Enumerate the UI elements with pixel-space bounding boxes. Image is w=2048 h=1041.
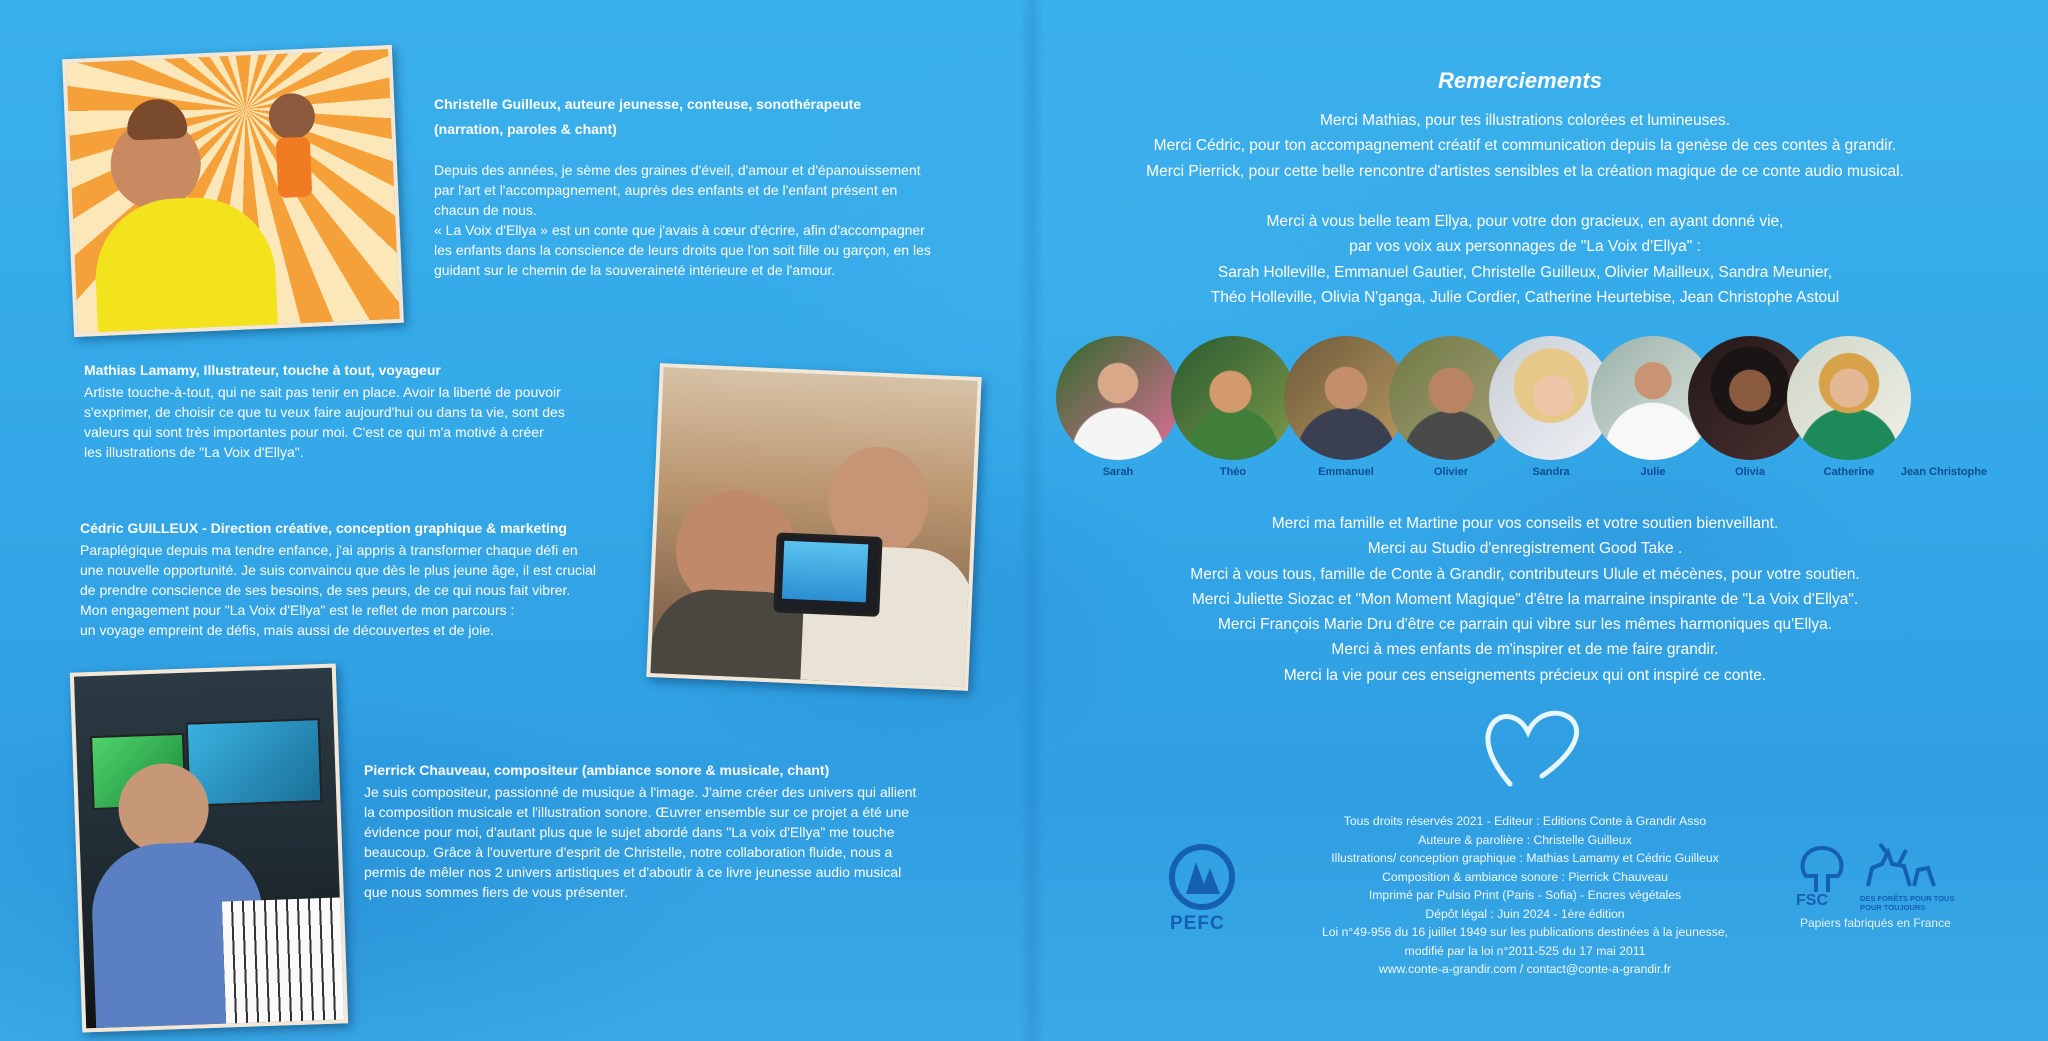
pierrick-heading: Pierrick Chauveau, compositeur (ambiance sonore & musicale, chant) xyxy=(364,762,830,778)
credit-line: modifié par la loi n°2011-525 du 17 mai 2011 xyxy=(1404,943,1646,958)
mathias-blurb xyxy=(84,360,624,462)
fsc-tree-icon xyxy=(1792,842,1852,894)
voice-actors-row xyxy=(1056,336,2006,486)
credits xyxy=(1270,812,1780,979)
heart-icon xyxy=(1480,706,1584,796)
voice-actor-name: Emmanuel xyxy=(1318,466,1374,478)
thanks-line: par vos voix aux personnages de "La Voix d'Ellya" : xyxy=(1349,238,1701,256)
thanks-line: Merci la vie pour ces enseignements précieux qui ont inspiré ce conte. xyxy=(1283,666,1767,684)
thanks-title: Remerciements xyxy=(1438,68,1602,93)
thanks-line: Merci François Marie Dru d'être ce parrain qui vibre sur les mêmes harmoniques qu'Ellya. xyxy=(1217,616,1833,634)
christelle-body: Depuis des années, je sème des graines d'éveil, d'amour et d'épanouissement par l'art et l'accompagnement, auprès des enfants et de l'enfant présent en chacun de nous. « La Voix d'Ellya » est un conte que j'avais à cœur d'écrire, afin d'accompagner les enfants dans la conscience de leurs droits que l'on soit fille ou garçon, en les guidant sur le chemin de la souveraineté intérieure et de l'amour. xyxy=(434,162,931,278)
mathias-cedric-photo xyxy=(646,363,981,691)
christelle-heading: Christelle Guilleux, auteure jeunesse, conteuse, sonothérapeute (narration, paroles & chant) xyxy=(434,96,862,137)
credit-line: Imprimé par Pulsio Print (Paris - Sofia) - Encres végétales xyxy=(1368,888,1682,902)
fsc-tagline: DES FORÊTS POUR TOUS POUR TOUJOURS xyxy=(1860,894,1955,912)
voice-actor-name: Sandra xyxy=(1532,466,1570,478)
avatar xyxy=(1171,336,1295,460)
voice-actor-name: Sarah xyxy=(1102,466,1134,478)
voice-actor-name: Jean Christophe xyxy=(1900,466,1988,478)
voice-actor-name: Catherine xyxy=(1823,466,1875,478)
cedric-heading: Cédric GUILLEUX - Direction créative, conception graphique & marketing xyxy=(80,520,567,536)
voice-actor-name: Olivia xyxy=(1735,466,1765,478)
pefc-tree-icon xyxy=(1166,844,1238,910)
thanks-line: Merci à mes enfants de m'inspirer et de me faire grandir. xyxy=(1331,641,1719,659)
avatar xyxy=(1882,336,2006,460)
mathias-body: Artiste touche-à-tout, qui ne sait pas tenir en place. Avoir la liberté de pouvoir s'exprimer, de choisir ce que tu veux faire aujourd'hui ou dans ta vie, sont des valeurs qui sont très importantes pour moi. C'est ce qui m'a motivé à créer les illustrations de "La Voix d'Ellya". xyxy=(84,384,565,460)
paper-note: Papiers fabriqués en France xyxy=(1800,916,1951,930)
credit-line: Illustrations/ conception graphique : Mathias Lamamy et Cédric Guilleux xyxy=(1331,851,1719,865)
thanks-line: Merci ma famille et Martine pour vos conseils et votre soutien bienveillant. xyxy=(1271,515,1779,532)
pierrick-body: Je suis compositeur, passionné de musique à l'image. J'aime créer des univers qui allient la composition musicale et l'illustration sonore. Œuvrer ensemble sur ce projet a été une évidence pour moi, d'autant plus que le sujet abordé dans "La voix d'Ellya" me touche beaucoup. Grâce à l'ouverture d'esprit de Christelle, notre collaboration fluide, nous a permis de mêler nos 2 univers artistiques et d'aboutir à ce livre jeunesse audio musical que nous sommes fiers de vous présenter. xyxy=(364,784,917,900)
thanks-line: Merci à vous tous, famille de Conte à Grandir, contributeurs Ulule et mécènes, pour votre soutien. xyxy=(1190,565,1860,583)
avatar xyxy=(1056,336,1180,460)
christelle-blurb xyxy=(434,92,954,280)
credit-line: Composition & ambiance sonore : Pierrick Chauveau xyxy=(1382,869,1668,884)
cedric-body: Paraplégique depuis ma tendre enfance, j'ai appris à transformer chaque défi en une nouvelle opportunité. Je suis convaincu que dès le plus jeune âge, il est crucial de prendre conscience de ses besoins, de ses peurs, de ce qui nous fait vibrer. Mon engagement pour "La Voix d'Ellya" est le reflet de mon parcours : un voyage empreint de défis, mais aussi de découvertes et de joie. xyxy=(80,542,596,638)
pefc-label: PEFC xyxy=(1170,913,1225,934)
credit-line: Tous droits réservés 2021 - Editeur : Editions Conte à Grandir Asso xyxy=(1343,814,1707,828)
thanks-line xyxy=(1080,184,1970,209)
pefc-logo xyxy=(1166,844,1246,934)
credit-line: www.conte-a-grandir.com / contact@conte-a-grandir.fr xyxy=(1378,962,1672,976)
thanks-line: Théo Holleville, Olivia N'ganga, Julie Cordier, Catherine Heurtebise, Jean Christophe Astoul xyxy=(1210,289,1840,307)
cedric-blurb xyxy=(80,518,660,640)
pierrick-blurb xyxy=(364,760,984,902)
voice-actor-name: Olivier xyxy=(1433,466,1469,478)
deer-icon xyxy=(1858,842,1938,890)
voice-actor-theo xyxy=(1171,336,1295,478)
voice-actor-sarah xyxy=(1056,336,1180,478)
thanks-line: Merci à vous belle team Ellya, pour votre don gracieux, en ayant donné vie, xyxy=(1266,213,1784,231)
pierrick-photo xyxy=(70,663,348,1032)
christelle-photo xyxy=(62,45,404,337)
thanks-line: Merci Cédric, pour ton accompagnement créatif et communication depuis la genèse de ces contes à grandir. xyxy=(1153,137,1897,155)
thanks-top xyxy=(1080,108,1970,310)
thanks-line: Merci Mathias, pour tes illustrations colorées et lumineuses. xyxy=(1319,112,1731,129)
page-fold xyxy=(1020,0,1044,1041)
credit-line: Dépôt légal : Juin 2024 - 1ère édition xyxy=(1425,906,1625,921)
thanks-line: Merci Juliette Siozac et "Mon Moment Magique" d'être la marraine inspirante de "La Voix d'Ellya". xyxy=(1191,590,1859,608)
mathias-heading: Mathias Lamamy, Illustrateur, touche à tout, voyageur xyxy=(84,362,441,378)
credit-line: Loi n°49-956 du 16 juillet 1949 sur les publications destinées à la jeunesse, xyxy=(1322,925,1728,939)
voice-actor-jean-christophe xyxy=(1882,336,2006,478)
thanks-line: Merci au Studio d'enregistrement Good Take . xyxy=(1367,540,1683,558)
fsc-label: FSC xyxy=(1796,892,1828,909)
credit-line: Auteure & parolière : Christelle Guilleux xyxy=(1418,832,1632,847)
voice-actor-name: Julie xyxy=(1640,466,1666,478)
voice-actor-name: Théo xyxy=(1219,466,1247,478)
thanks-line: Sarah Holleville, Emmanuel Gautier, Christelle Guilleux, Olivier Mailleux, Sandra Meunier, xyxy=(1217,263,1833,281)
thanks-bottom xyxy=(1080,511,1970,688)
thanks-line: Merci Pierrick, pour cette belle rencontre d'artistes sensibles et la création magique de ce conte audio musical. xyxy=(1146,162,1904,180)
